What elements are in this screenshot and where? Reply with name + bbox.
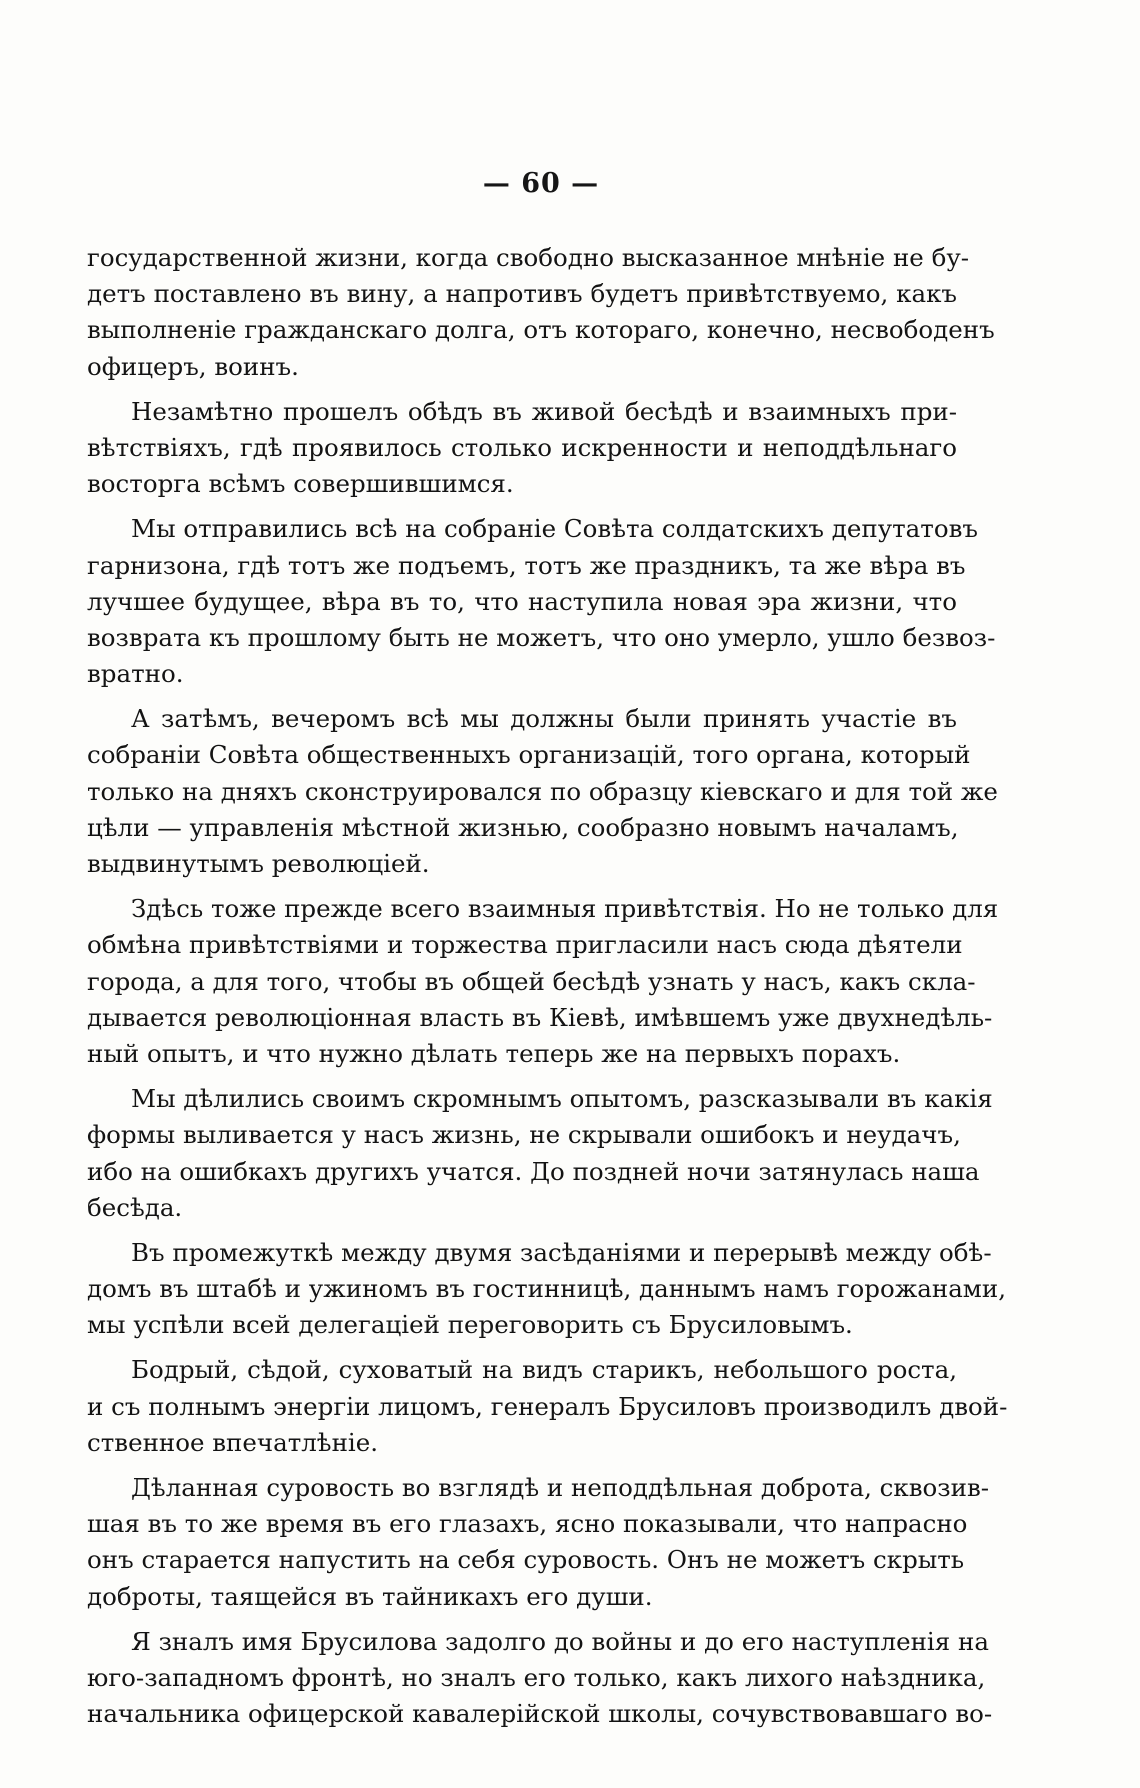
text-line: вратно. [87, 659, 184, 689]
paragraph [87, 701, 998, 882]
text-line: Незамѣтно прошелъ обѣдъ въ живой бесѣдѣ и взаимныхъ при- [131, 396, 957, 426]
text-line: юго-западномъ фронтѣ, но зналъ его только, какъ лихого наѣздника, [87, 1662, 986, 1692]
text-line: ственное впечатлѣніе. [87, 1427, 379, 1457]
text-line: выполненіе гражданскаго долга, отъ котораго, конечно, несвободенъ [87, 315, 995, 345]
text-line: бесѣда. [87, 1192, 183, 1222]
text-line: А затѣмъ, вечеромъ всѣ мы должны были принять участіе въ [131, 704, 957, 734]
text-line: домъ въ штабѣ и ужиномъ въ гостинницѣ, даннымъ намъ горожанами, [87, 1274, 1006, 1304]
text-line: формы выливается у насъ жизнь, не скрывали ошибокъ и неудачъ, [87, 1120, 961, 1150]
text-line: начальника офицерской кавалерійской школы, сочувствовавшаго во- [87, 1699, 993, 1729]
text-line: гарнизона, гдѣ тотъ же подъемъ, тотъ же праздникъ, та же вѣра въ [87, 550, 966, 580]
paragraph [87, 1235, 1006, 1344]
text-line: только на дняхъ сконструировался по образцу кіевскаго и для той же [87, 776, 998, 806]
paragraph [87, 240, 995, 385]
text-line: Я зналъ имя Брусилова задолго до войны и до его наступленія на [131, 1626, 989, 1656]
text-line: восторга всѣмъ совершившимся. [87, 469, 514, 499]
text-line: ибо на ошибкахъ другихъ учатся. До поздней ночи затянулась наша [87, 1156, 980, 1186]
text-line: офицеръ, воинъ. [87, 351, 299, 381]
text-line: доброты, таящейся въ тайникахъ его души. [87, 1581, 653, 1611]
paragraph [87, 394, 957, 503]
text-line: Здѣсь тоже прежде всего взаимныя привѣтствія. Но не только для [131, 894, 999, 924]
text-line: вѣтствіяхъ, гдѣ проявилось столько искренности и неподдѣльнаго [87, 432, 957, 462]
text-line: Мы отправились всѣ на собраніе Совѣта солдатскихъ депутатовъ [131, 514, 978, 544]
body-text [87, 240, 1008, 1741]
text-line: обмѣна привѣтствіями и торжества пригласили насъ сюда дѣятели [87, 930, 963, 960]
paragraph [87, 891, 999, 1072]
text-line: цѣли — управленія мѣстной жизнью, сообразно новымъ началамъ, [87, 812, 959, 842]
text-line: мы успѣли всей делегаціей переговорить съ Брусиловымъ. [87, 1310, 853, 1340]
page-number: — 60 — [482, 168, 600, 199]
text-line: онъ старается напустить на себя суровость. Онъ не можетъ скрыть [87, 1545, 965, 1575]
paragraph [87, 1624, 993, 1733]
paragraph [87, 511, 996, 692]
text-line: ный опытъ, и что нужно дѣлать теперь же на первыхъ порахъ. [87, 1038, 901, 1068]
text-line: лучшее будущее, вѣра въ то, что наступила новая эра жизни, что [87, 586, 957, 616]
text-line: Въ промежуткѣ между двумя засѣданіями и перерывѣ между обѣ- [131, 1237, 992, 1267]
paragraph [87, 1081, 993, 1226]
text-line: собраніи Совѣта общественныхъ организацій, того органа, который [87, 740, 971, 770]
text-line: государственной жизни, когда свободно высказанное мнѣніе не бу- [87, 243, 970, 272]
text-line: Мы дѣлились своимъ скромнымъ опытомъ, разсказывали въ какія [131, 1084, 993, 1114]
text-line: выдвинутымъ революціей. [87, 849, 430, 878]
text-line: города, а для того, чтобы въ общей бесѣдѣ узнать у насъ, какъ скла- [87, 966, 976, 996]
text-line: и съ полнымъ энергіи лицомъ, генералъ Брусиловъ производилъ двой- [87, 1391, 1008, 1421]
paragraph [87, 1470, 990, 1615]
text-line: Дѣланная суровость во взглядѣ и неподдѣльная доброта, сквозив- [131, 1473, 990, 1502]
text-line: Бодрый, сѣдой, суховатый на видъ старикъ, небольшого роста, [131, 1355, 957, 1385]
text-line: детъ поставлено въ вину, а напротивъ будетъ привѣтствуемо, какъ [87, 279, 957, 309]
paragraph [87, 1352, 1008, 1461]
text-line: возврата къ прошлому быть не можетъ, что оно умерло, ушло безвоз- [87, 622, 996, 652]
text-line: дывается революціонная власть въ Кіевѣ, имѣвшемъ уже двухнедѣль- [87, 1002, 993, 1032]
text-line: шая въ то же время въ его глазахъ, ясно показывали, что напрасно [87, 1509, 968, 1539]
